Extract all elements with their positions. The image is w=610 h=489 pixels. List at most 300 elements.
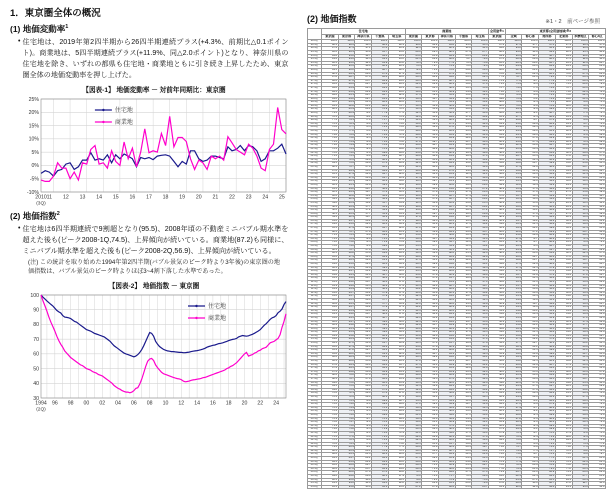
- index-value-cell: 27.9: [455, 191, 472, 195]
- index-value-cell: 36.2: [472, 158, 489, 162]
- index-value-cell: 58.5: [322, 205, 339, 209]
- index-value-cell: 71.7: [355, 417, 372, 421]
- index-value-cell: 53.7: [505, 219, 522, 223]
- index-value-cell: 69.0: [322, 381, 339, 385]
- index-value-cell: 52.0: [489, 173, 506, 177]
- quarter-label-cell: 99-2Q: [308, 112, 322, 116]
- index-value-cell: 53.8: [388, 209, 405, 213]
- index-value-cell: 56.1: [572, 298, 589, 302]
- index-value-cell: 100.0: [539, 40, 556, 44]
- index-value-cell: 46.2: [472, 115, 489, 119]
- index-value-cell: 58.7: [355, 216, 372, 220]
- index-value-cell: 55.9: [489, 352, 506, 356]
- index-value-cell: 75.5: [555, 457, 572, 461]
- index-value-cell: 96.9: [572, 47, 589, 51]
- index-value-cell: 83.5: [388, 83, 405, 87]
- index-value-cell: 72.6: [338, 158, 355, 162]
- index-value-cell: 66.4: [539, 399, 556, 403]
- index-value-cell: 58.4: [539, 263, 556, 267]
- index-value-cell: 28.3: [472, 183, 489, 187]
- index-value-cell: 37.0: [405, 216, 422, 220]
- index-value-cell: 75.3: [489, 79, 506, 83]
- index-value-cell: 72.5: [322, 406, 339, 410]
- index-value-cell: 67.0: [505, 403, 522, 407]
- quarter-label-cell: 06-2Q: [308, 212, 322, 216]
- index-value-cell: 80.6: [372, 101, 389, 105]
- index-value-cell: 71.6: [505, 439, 522, 443]
- index-value-cell: 72.0: [405, 68, 422, 72]
- index-value-cell: 69.9: [355, 395, 372, 399]
- index-value-cell: 34.4: [438, 176, 455, 180]
- index-value-cell: 56.1: [572, 302, 589, 306]
- index-value-cell: 61.2: [355, 320, 372, 324]
- index-value-cell: 31.3: [455, 176, 472, 180]
- index-value-cell: 62.3: [489, 395, 506, 399]
- quarter-label-cell: 22-1Q: [308, 439, 322, 443]
- index-value-cell: 73.5: [355, 241, 372, 245]
- index-value-cell: 40.0: [455, 148, 472, 152]
- index-value-cell: 56.3: [489, 356, 506, 360]
- index-value-cell: 54.9: [455, 90, 472, 94]
- index-value-cell: 59.6: [422, 94, 439, 98]
- index-value-cell: 35.6: [472, 295, 489, 299]
- index-value-cell: 51.2: [438, 108, 455, 112]
- index-value-cell: 37.3: [422, 194, 439, 198]
- index-value-cell: 69.8: [572, 144, 589, 148]
- index-value-cell: 58.7: [372, 273, 389, 277]
- index-value-cell: 45.5: [455, 381, 472, 385]
- index-value-cell: 41.8: [472, 133, 489, 137]
- index-value-cell: 81.1: [355, 104, 372, 108]
- index-value-cell: 95.1: [372, 485, 389, 489]
- index-value-cell: 57.1: [388, 295, 405, 299]
- index-value-cell: 67.0: [338, 176, 355, 180]
- index-value-cell: 38.2: [455, 334, 472, 338]
- index-value-cell: 94.2: [572, 54, 589, 58]
- index-value-cell: 57.4: [572, 270, 589, 274]
- index-value-cell: 47.8: [422, 273, 439, 277]
- index-value-cell: 48.5: [472, 395, 489, 399]
- index-value-cell: 59.7: [522, 302, 539, 306]
- index-value-cell: 38.4: [472, 151, 489, 155]
- quarter-label-cell: 95-1Q: [308, 50, 322, 54]
- index-value-cell: 91.3: [555, 485, 572, 489]
- index-value-cell: 70.8: [489, 442, 506, 446]
- index-value-cell: 61.0: [405, 431, 422, 435]
- index-value-cell: 56.5: [388, 191, 405, 195]
- svg-text:15: 15: [112, 194, 119, 201]
- index-value-cell: 84.3: [572, 467, 589, 471]
- index-value-cell: 82.0: [405, 482, 422, 486]
- index-value-cell: 57.2: [539, 169, 556, 173]
- index-value-cell: 39.5: [455, 151, 472, 155]
- index-value-cell: 57.0: [522, 212, 539, 216]
- index-value-cell: 64.7: [355, 349, 372, 353]
- quarter-label-cell: 11-1Q: [308, 280, 322, 284]
- index-value-cell: 78.3: [522, 83, 539, 87]
- index-value-cell: 81.5: [322, 104, 339, 108]
- index-value-cell: 63.3: [489, 122, 506, 126]
- quarter-label-cell: 05-1Q: [308, 194, 322, 198]
- index-value-cell: 83.3: [489, 65, 506, 69]
- index-value-cell: 27.4: [455, 205, 472, 209]
- index-value-cell: 66.3: [422, 449, 439, 453]
- index-value-cell: 55.8: [505, 324, 522, 328]
- index-value-cell: 96.3: [338, 50, 355, 54]
- index-value-cell: 64.7: [522, 255, 539, 259]
- index-value-cell: 55.8: [422, 108, 439, 112]
- index-value-cell: 87.2: [405, 485, 422, 489]
- index-value-cell: 89.9: [555, 54, 572, 58]
- right-column: [302, 0, 610, 488]
- index-value-cell: 55.4: [388, 216, 405, 220]
- index-value-cell: 97.4: [505, 43, 522, 47]
- svg-text:100: 100: [30, 292, 39, 299]
- index-value-cell: 57.2: [572, 273, 589, 277]
- index-value-cell: 72.5: [322, 148, 339, 152]
- index-value-cell: 66.4: [489, 424, 506, 428]
- quarter-label-cell: 98-4Q: [308, 104, 322, 108]
- index-value-cell: 64.0: [322, 259, 339, 263]
- index-value-cell: 54.5: [489, 342, 506, 346]
- index-value-cell: 72.8: [322, 421, 339, 425]
- index-value-cell: 57.4: [472, 83, 489, 87]
- index-value-cell: 57.7: [422, 399, 439, 403]
- index-value-cell: 65.7: [539, 126, 556, 130]
- index-value-cell: 72.8: [355, 424, 372, 428]
- quarter-label-cell: 98-1Q: [308, 94, 322, 98]
- index-value-cell: 75.3: [555, 79, 572, 83]
- index-value-cell: 79.5: [322, 112, 339, 116]
- index-value-cell: 53.5: [405, 108, 422, 112]
- index-value-cell: 36.7: [455, 295, 472, 299]
- index-value-cell: 47.9: [472, 108, 489, 112]
- index-value-cell: 53.5: [572, 212, 589, 216]
- index-value-cell: 64.5: [522, 360, 539, 364]
- quarter-label-cell: 23-2Q: [308, 457, 322, 461]
- index-value-cell: 79.3: [505, 467, 522, 471]
- index-value-cell: 78.4: [505, 464, 522, 468]
- index-value-cell: 81.5: [405, 58, 422, 62]
- index-value-cell: 58.1: [589, 201, 606, 205]
- index-value-cell: 70.8: [555, 94, 572, 98]
- index-value-cell: 58.8: [455, 439, 472, 443]
- index-value-cell: 31.1: [472, 173, 489, 177]
- index-value-cell: 59.0: [322, 201, 339, 205]
- column-header: 南西部: [539, 34, 556, 40]
- index-value-cell: 70.9: [355, 155, 372, 159]
- footnote-ref-2: 2: [56, 211, 60, 218]
- index-value-cell: 34.5: [405, 191, 422, 195]
- index-value-cell: 60.3: [555, 140, 572, 144]
- index-value-cell: 44.5: [405, 277, 422, 281]
- quarter-label-cell: 03-3Q: [308, 173, 322, 177]
- index-value-cell: 65.5: [322, 173, 339, 177]
- index-value-cell: 67.8: [522, 137, 539, 141]
- index-value-cell: 79.5: [539, 467, 556, 471]
- index-value-cell: 47.2: [455, 388, 472, 392]
- index-value-cell: 45.9: [422, 158, 439, 162]
- index-value-cell: 74.0: [338, 403, 355, 407]
- index-value-cell: 95.6: [388, 50, 405, 54]
- quarter-label-cell: 18-1Q: [308, 381, 322, 385]
- index-value-cell: 59.0: [405, 90, 422, 94]
- index-value-cell: 67.9: [355, 230, 372, 234]
- index-value-cell: 68.7: [539, 112, 556, 116]
- index-value-cell: 37.5: [405, 176, 422, 180]
- index-value-cell: 97.4: [338, 47, 355, 51]
- index-value-cell: 43.0: [405, 223, 422, 227]
- index-value-cell: 65.8: [355, 252, 372, 256]
- index-value-cell: 95.0: [388, 485, 405, 489]
- index-value-cell: 67.5: [405, 457, 422, 461]
- index-value-cell: 68.2: [539, 417, 556, 421]
- index-value-cell: 67.4: [355, 374, 372, 378]
- index-value-cell: 51.7: [539, 191, 556, 195]
- index-value-cell: 63.8: [372, 360, 389, 364]
- index-value-cell: 62.7: [539, 144, 556, 148]
- index-value-cell: 35.0: [472, 313, 489, 317]
- index-value-cell: 63.8: [555, 245, 572, 249]
- quarter-label-cell: 24-1Q: [308, 467, 322, 471]
- index-value-cell: 79.3: [489, 471, 506, 475]
- index-value-cell: 46.8: [472, 248, 489, 252]
- index-value-cell: 57.8: [555, 155, 572, 159]
- index-value-cell: 89.9: [489, 54, 506, 58]
- index-value-cell: 73.5: [338, 155, 355, 159]
- index-value-cell: 63.2: [539, 230, 556, 234]
- index-value-cell: 54.0: [405, 395, 422, 399]
- index-value-cell: 60.4: [355, 288, 372, 292]
- index-value-cell: 83.4: [589, 72, 606, 76]
- index-value-cell: 66.4: [455, 467, 472, 471]
- index-value-cell: 63.9: [539, 137, 556, 141]
- index-value-cell: 45.9: [422, 291, 439, 295]
- section2-heading: (2) 地価指数$^2$: [10, 211, 60, 222]
- index-value-cell: 69.2: [372, 234, 389, 238]
- index-value-cell: 50.5: [539, 201, 556, 205]
- index-value-cell: 76.0: [322, 126, 339, 130]
- index-value-cell: 60.4: [539, 255, 556, 259]
- index-value-cell: 56.5: [455, 86, 472, 90]
- index-value-cell: 34.0: [455, 169, 472, 173]
- index-value-cell: 68.8: [489, 435, 506, 439]
- index-value-cell: 45.4: [438, 367, 455, 371]
- index-value-cell: 76.3: [489, 460, 506, 464]
- index-value-cell: 61.7: [438, 442, 455, 446]
- index-value-cell: 61.7: [589, 302, 606, 306]
- quarter-label-cell: 07-2Q: [308, 227, 322, 231]
- index-value-cell: 61.4: [505, 151, 522, 155]
- index-value-cell: 69.2: [355, 388, 372, 392]
- index-value-cell: 30.7: [438, 198, 455, 202]
- index-value-cell: 68.2: [422, 76, 439, 80]
- index-value-cell: 49.0: [405, 130, 422, 134]
- index-value-cell: 52.8: [438, 234, 455, 238]
- index-value-cell: 69.2: [572, 406, 589, 410]
- index-value-cell: 41.7: [438, 277, 455, 281]
- svg-text:25%: 25%: [28, 97, 39, 104]
- index-value-cell: 80.8: [555, 68, 572, 72]
- index-value-cell: 50.2: [472, 245, 489, 249]
- index-value-cell: 72.2: [322, 410, 339, 414]
- index-value-cell: 55.8: [489, 259, 506, 263]
- index-value-cell: 58.8: [388, 183, 405, 187]
- index-value-cell: 92.7: [572, 482, 589, 486]
- index-value-cell: 66.0: [372, 230, 389, 234]
- index-value-cell: 61.0: [322, 306, 339, 310]
- index-value-cell: 57.4: [539, 270, 556, 274]
- index-value-cell: 72.0: [322, 403, 339, 407]
- index-value-cell: 59.8: [539, 227, 556, 231]
- index-value-cell: 57.3: [422, 234, 439, 238]
- index-value-cell: 66.3: [355, 169, 372, 173]
- index-value-cell: 55.2: [572, 194, 589, 198]
- index-value-cell: 96.0: [405, 43, 422, 47]
- index-value-cell: 91.6: [572, 61, 589, 65]
- index-value-cell: 50.0: [505, 201, 522, 205]
- index-value-cell: 56.9: [438, 90, 455, 94]
- index-value-cell: 66.5: [555, 413, 572, 417]
- index-value-cell: 43.8: [438, 356, 455, 360]
- index-value-cell: 83.2: [472, 54, 489, 58]
- quarter-label-cell: 19-3Q: [308, 403, 322, 407]
- index-value-cell: 61.9: [522, 334, 539, 338]
- index-value-cell: 69.5: [338, 367, 355, 371]
- index-value-cell: 80.5: [539, 72, 556, 76]
- index-value-cell: 66.1: [505, 399, 522, 403]
- index-value-cell: 39.2: [422, 183, 439, 187]
- index-value-cell: 56.7: [572, 284, 589, 288]
- index-value-cell: 58.8: [505, 162, 522, 166]
- index-value-cell: 58.5: [489, 151, 506, 155]
- index-value-cell: 76.0: [355, 439, 372, 443]
- index-value-cell: 51.2: [505, 212, 522, 216]
- index-value-cell: 69.1: [422, 457, 439, 461]
- index-value-cell: 71.9: [372, 241, 389, 245]
- index-value-cell: 52.6: [455, 241, 472, 245]
- index-value-cell: 63.5: [405, 442, 422, 446]
- index-value-cell: 55.9: [522, 201, 539, 205]
- quarter-label-cell: 03-1Q: [308, 165, 322, 169]
- index-value-cell: 80.8: [489, 68, 506, 72]
- index-value-cell: 81.1: [438, 482, 455, 486]
- index-value-cell: 58.1: [372, 288, 389, 292]
- index-value-cell: 43.8: [405, 334, 422, 338]
- index-value-cell: 74.0: [355, 237, 372, 241]
- index-value-cell: 47.0: [405, 360, 422, 364]
- index-value-cell: 41.2: [438, 280, 455, 284]
- index-value-cell: 100.0: [388, 40, 405, 44]
- index-value-cell: 95.7: [372, 50, 389, 54]
- quarter-label-cell: 00-1Q: [308, 122, 322, 126]
- index-value-cell: 58.7: [589, 194, 606, 198]
- index-value-cell: 62.8: [322, 331, 339, 335]
- index-value-cell: 70.1: [572, 424, 589, 428]
- index-value-cell: 35.6: [472, 320, 489, 324]
- index-value-cell: 75.4: [505, 83, 522, 87]
- index-value-cell: 70.8: [388, 140, 405, 144]
- index-value-cell: 56.8: [489, 360, 506, 364]
- index-value-cell: 62.3: [338, 216, 355, 220]
- index-value-cell: 59.0: [589, 191, 606, 195]
- quarter-label-cell: 02-2Q: [308, 155, 322, 159]
- index-value-cell: 65.5: [555, 241, 572, 245]
- index-value-cell: 70.0: [372, 410, 389, 414]
- index-value-cell: 70.7: [522, 119, 539, 123]
- index-value-cell: 44.9: [438, 259, 455, 263]
- index-value-cell: 51.8: [555, 313, 572, 317]
- index-value-cell: 67.0: [338, 342, 355, 346]
- index-value-cell: 73.0: [322, 144, 339, 148]
- index-value-cell: 68.9: [572, 410, 589, 414]
- quarter-label-cell: 96-2Q: [308, 68, 322, 72]
- index-value-cell: 80.1: [355, 108, 372, 112]
- quarter-label-cell: 08-1Q: [308, 237, 322, 241]
- index-value-cell: 72.8: [372, 133, 389, 137]
- index-value-cell: 71.6: [522, 417, 539, 421]
- index-value-cell: 91.2: [338, 478, 355, 482]
- index-value-cell: 83.0: [388, 460, 405, 464]
- index-value-cell: 74.4: [522, 435, 539, 439]
- section1-heading: (1) 地価変動率$^1$: [10, 24, 69, 34]
- index-value-cell: 50.0: [489, 180, 506, 184]
- index-value-cell: 58.4: [372, 187, 389, 191]
- index-value-cell: 71.8: [555, 90, 572, 94]
- index-value-cell: 49.7: [422, 227, 439, 231]
- index-value-cell: 51.1: [489, 298, 506, 302]
- index-value-cell: 55.8: [472, 428, 489, 432]
- index-value-cell: 82.4: [422, 58, 439, 62]
- index-value-cell: 81.0: [572, 97, 589, 101]
- index-value-cell: 46.5: [555, 209, 572, 213]
- index-value-cell: 100.0: [338, 40, 355, 44]
- index-value-cell: 63.7: [338, 295, 355, 299]
- index-value-cell: 57.3: [372, 191, 389, 195]
- index-value-cell: 65.8: [572, 385, 589, 389]
- index-value-cell: 39.6: [438, 295, 455, 299]
- index-value-cell: 57.9: [505, 165, 522, 169]
- index-value-cell: 57.0: [505, 270, 522, 274]
- index-value-cell: 84.7: [355, 83, 372, 87]
- index-value-cell: 66.3: [338, 338, 355, 342]
- index-value-cell: 63.3: [505, 385, 522, 389]
- index-value-cell: 66.7: [539, 245, 556, 249]
- index-value-cell: 29.6: [455, 183, 472, 187]
- index-value-cell: 67.9: [505, 237, 522, 241]
- quarter-label-cell: 03-4Q: [308, 176, 322, 180]
- index-value-cell: 61.8: [355, 327, 372, 331]
- svg-text:13: 13: [79, 194, 86, 201]
- index-value-cell: 71.5: [322, 234, 339, 238]
- index-value-cell: 73.7: [505, 90, 522, 94]
- index-value-cell: 55.2: [472, 410, 489, 414]
- index-value-cell: 58.4: [388, 324, 405, 328]
- index-value-cell: 83.2: [572, 83, 589, 87]
- index-value-cell: 83.7: [355, 94, 372, 98]
- index-value-cell: 59.8: [489, 381, 506, 385]
- svg-text:90: 90: [33, 307, 39, 314]
- index-value-cell: 66.0: [372, 248, 389, 252]
- index-value-cell: 40.0: [455, 270, 472, 274]
- index-value-cell: 53.0: [405, 392, 422, 396]
- column-header: 都心部: [522, 34, 539, 40]
- index-value-cell: 77.9: [372, 446, 389, 450]
- index-value-cell: 62.3: [539, 148, 556, 152]
- quarter-label-cell: 23-1Q: [308, 453, 322, 457]
- index-value-cell: 60.4: [355, 309, 372, 313]
- index-value-cell: 79.1: [422, 478, 439, 482]
